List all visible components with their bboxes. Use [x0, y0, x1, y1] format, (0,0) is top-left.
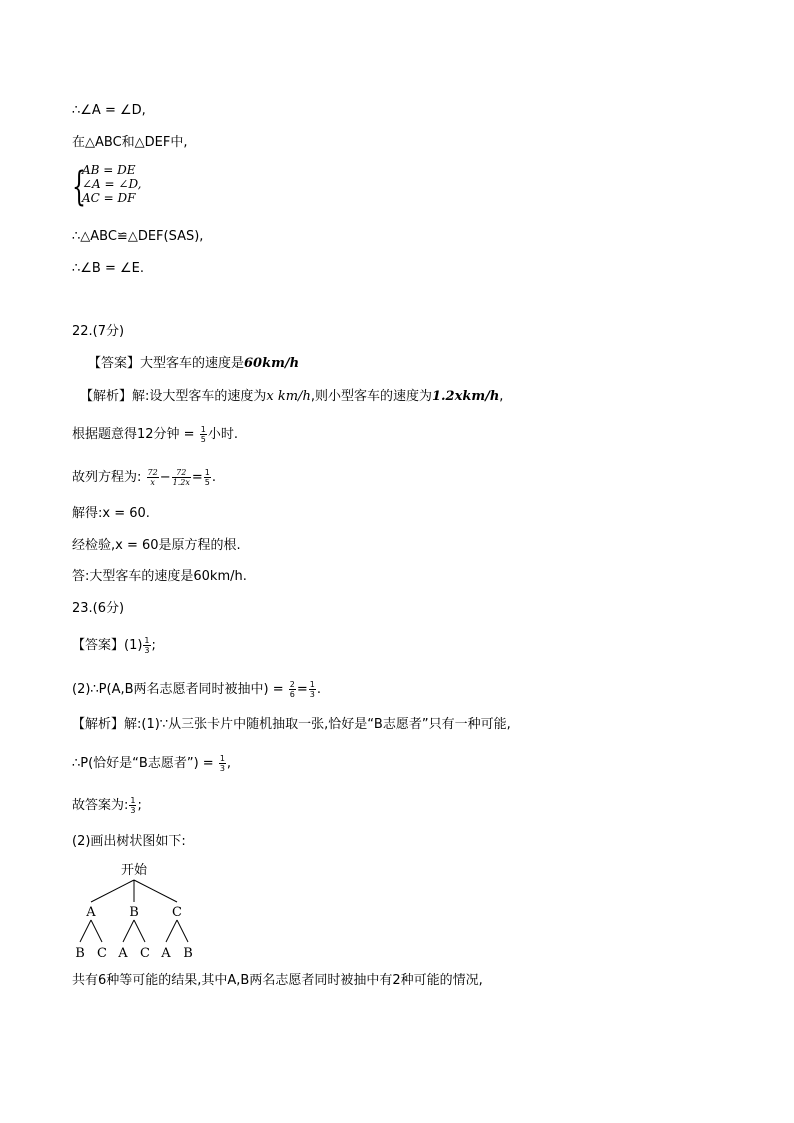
tree-diagram-intro: (2)画出树状图如下: [72, 834, 186, 849]
system-row-1: AB = DE [82, 163, 136, 177]
fraction-one-third [309, 680, 316, 699]
answer-23-text: 【答案】(1) [72, 638, 143, 653]
solution-line: 解得:x = 60. [72, 506, 150, 521]
tree-branch [166, 920, 177, 942]
probability-text: (2)∴P(A,B两名志愿者同时被抽中) = [72, 682, 284, 697]
equals-sign: = [191, 470, 203, 485]
fraction-one-fifth [200, 425, 207, 444]
answer-fill-text: 故答案为: [72, 798, 129, 813]
fraction-numerator: 72 [172, 468, 191, 478]
tree-node-c: C [172, 905, 182, 920]
probability-b-line [72, 754, 231, 773]
tree-branch [123, 920, 134, 942]
analysis-22-text-a: 【解析】解:设大型客车的速度为 [80, 389, 267, 404]
system-row-3: AC = DF [82, 191, 136, 205]
equals-sign: = [296, 682, 308, 697]
fraction-denominator: x [150, 478, 155, 487]
answer-22 [88, 355, 299, 373]
system-row-2: ∠A = ∠D, [82, 177, 142, 191]
tree-branch [80, 920, 91, 942]
minus-sign: − [159, 470, 171, 485]
verification-line: 经检验,x = 60是原方程的根. [72, 538, 241, 553]
probability-line-2 [72, 680, 321, 699]
fraction-one-third [219, 754, 226, 773]
analysis-23-line: 【解析】解:(1)∵从三张卡片中随机抽取一张,恰好是“B志愿者”只有一种可能, [72, 717, 511, 732]
analysis-22-text-e: , [499, 389, 504, 404]
answer-line-22: 答:大型客车的速度是60km/h. [72, 569, 247, 584]
fraction-numerator: 1 [130, 796, 136, 805]
analysis-22-line [80, 388, 503, 406]
fraction-denominator: 3 [219, 764, 225, 773]
fraction-numerator: 1 [144, 636, 150, 645]
answer-fill-line [72, 796, 142, 815]
tree-leaf: C [140, 946, 150, 961]
fraction-numerator: 1 [204, 468, 210, 477]
fraction-denominator: 6 [289, 690, 295, 699]
answer-22-text: 【答案】大型客车的速度是 [88, 356, 245, 371]
fraction-denominator: 5 [200, 435, 206, 444]
fraction-two-sixths [289, 680, 296, 699]
tree-node-a: A [86, 905, 96, 920]
fraction-denominator: 5 [204, 478, 210, 487]
line-12-minutes-text-a: 根据题意得12分钟 = [72, 427, 195, 442]
equation-system [72, 164, 212, 212]
tree-leaf: B [183, 946, 193, 961]
tree-branch [177, 920, 188, 942]
proof-line-angle-a-equals-d: ∴∠A = ∠D, [72, 103, 146, 118]
tree-leaf: A [118, 946, 128, 961]
line-12-minutes-text-b: 小时. [207, 427, 238, 442]
answer-23 [72, 636, 156, 655]
proof-line-in-triangles: 在△ABC和△DEF中, [72, 135, 188, 150]
probability-b-comma: , [226, 756, 232, 771]
proof-line-congruent: ∴△ABC≌△DEF(SAS), [72, 229, 204, 244]
tree-branch [91, 880, 134, 902]
tree-branch [91, 920, 102, 942]
fraction-denominator: 3 [130, 806, 136, 815]
equation-line [72, 468, 216, 487]
fraction-denominator: 3 [309, 690, 315, 699]
left-brace: { [72, 164, 86, 210]
answer-fill-semicolon: ; [137, 798, 142, 813]
tree-branch [134, 920, 145, 942]
fraction-72-over-1-2x [172, 468, 191, 487]
analysis-22-text-c: ,则小型客车的速度为 [310, 389, 432, 404]
line-12-minutes [72, 425, 238, 444]
fraction-72-over-x [147, 468, 159, 487]
question-23-header: 23.(6分) [72, 601, 125, 616]
equation-label: 故列方程为: [72, 470, 142, 485]
analysis-22-speed-large: x km/h [266, 389, 311, 404]
fraction-numerator: 1 [309, 680, 315, 689]
probability-period: . [316, 682, 322, 697]
fraction-denominator: 1.2x [172, 478, 190, 487]
fraction-denominator: 3 [144, 646, 150, 655]
fraction-numerator: 1 [219, 754, 225, 763]
probability-b-text: ∴P(恰好是“B志愿者”) = [72, 756, 214, 771]
equation-period: . [211, 470, 216, 485]
tree-leaf: B [75, 946, 85, 961]
tree-leaf: C [97, 946, 107, 961]
fraction-one-third [143, 636, 150, 655]
conclusion-line: 共有6种等可能的结果,其中A,B两名志愿者同时被抽中有2种可能的情况, [72, 973, 483, 988]
fraction-numerator: 2 [289, 680, 295, 689]
tree-diagram [70, 856, 210, 964]
fraction-one-fifth [204, 468, 211, 487]
analysis-22-speed-small: 1.2xkm/h [431, 389, 500, 404]
tree-root: 开始 [120, 863, 148, 878]
fraction-numerator: 72 [147, 468, 158, 477]
tree-node-b: B [129, 905, 139, 920]
proof-line-angle-b-equals-e: ∴∠B = ∠E. [72, 261, 145, 276]
fraction-one-third [129, 796, 136, 815]
answer-22-value: 60km/h [244, 356, 300, 371]
tree-branch [134, 880, 177, 902]
fraction-numerator: 1 [200, 425, 206, 434]
answer-23-semicolon: ; [151, 638, 156, 653]
question-22-header: 22.(7分) [72, 324, 125, 339]
tree-leaf: A [161, 946, 171, 961]
